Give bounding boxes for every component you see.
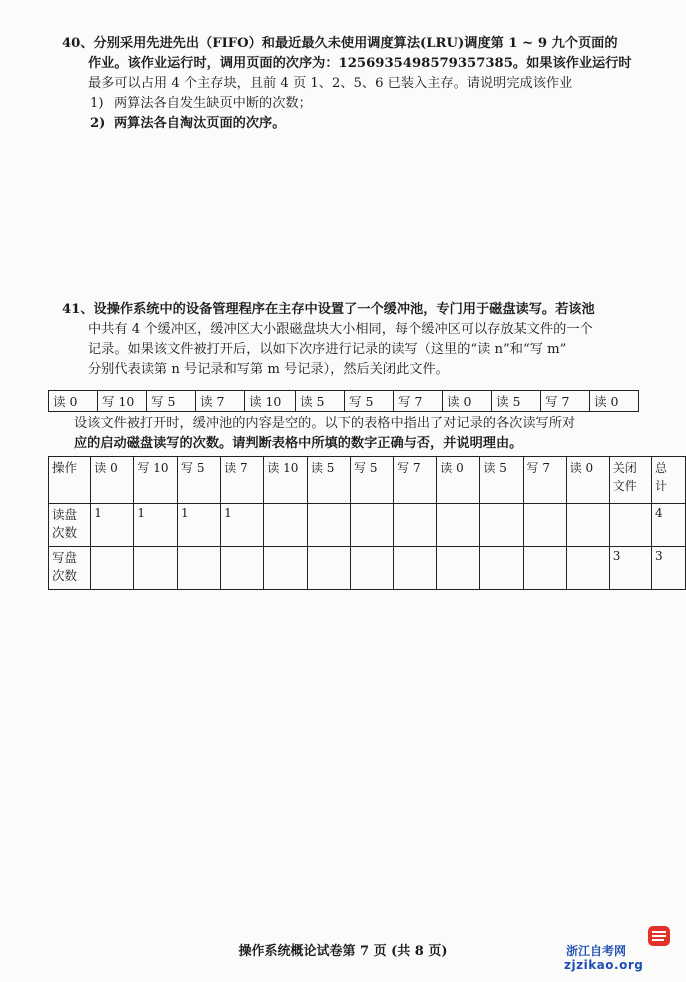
- header-cell-total: [651, 457, 685, 504]
- header-cell: 写 7: [394, 457, 437, 504]
- q41-line-2: 中共有 4 个缓冲区，缓冲区大小跟磁盘块大小相同，每个缓冲区可以存放某文件的一个: [88, 322, 593, 337]
- question-40: [62, 34, 662, 134]
- header-cell: 写 5: [351, 457, 394, 504]
- q41-after-line-1: 设该文件被打开时，缓冲池的内容是空的。以下的表格中指出了对记录的各次读写所对: [74, 416, 576, 431]
- q40-sub-1: [62, 94, 662, 114]
- seq-cell: 读 5: [492, 391, 541, 412]
- seq-cell: 写 5: [345, 391, 394, 412]
- row-label: [49, 504, 91, 547]
- q41-after-line-2: 应的启动磁盘读写的次数。请判断表格中所填的数字正确与否，并说明理由。: [74, 436, 523, 451]
- seq-cell: 写 7: [394, 391, 443, 412]
- q40-sub-2-text: 两算法各自淘汰页面的次序。: [114, 116, 286, 131]
- header-cell: 读 5: [307, 457, 350, 504]
- header-cell: 读 7: [221, 457, 264, 504]
- table-cell: [307, 504, 350, 547]
- row-label: [49, 547, 91, 590]
- disk-io-table: [48, 456, 686, 590]
- q41-line-3: 记录。如果该文件被打开后，以如下次序进行记录的读写（这里的“读 n”和“写 m”: [88, 342, 567, 357]
- question-41: [62, 300, 662, 380]
- table-cell: [480, 504, 523, 547]
- q41-line-1: 41、设操作系统中的设备管理程序在主存中设置了一个缓冲池，专门用于磁盘读写。若该池: [62, 302, 595, 317]
- table-cell: [394, 547, 437, 590]
- table-cell: 1: [221, 504, 264, 547]
- close-label-1: 关闭: [612, 461, 637, 475]
- table-cell: [437, 547, 480, 590]
- page-footer: 操作系统概论试卷第 7 页 (共 8 页): [238, 944, 448, 959]
- table-cell: [91, 547, 134, 590]
- table-cell: [307, 547, 350, 590]
- table-header-row: [49, 457, 686, 504]
- logo-text-cn: 浙江自考网: [566, 944, 627, 958]
- seq-cell: 读 0: [49, 391, 98, 412]
- table-cell: [566, 547, 609, 590]
- q40-sub-2-num: 2): [90, 116, 106, 131]
- total-label-1: 总: [654, 461, 667, 475]
- table-cell-total: 4: [651, 504, 685, 547]
- seq-cell: 写 7: [541, 391, 590, 412]
- row-label-2: 次数: [52, 568, 78, 583]
- close-label-2: 文件: [612, 479, 637, 493]
- table-cell: 1: [134, 504, 178, 547]
- table-cell: [178, 547, 221, 590]
- table-cell: [351, 547, 394, 590]
- logo-url: zjzikao.org: [564, 958, 644, 972]
- table-cell: [566, 504, 609, 547]
- header-cell: 读 0: [91, 457, 134, 504]
- q40-sub-1-text: 两算法各自发生缺页中断的次数；: [114, 96, 312, 111]
- table-cell-close: 3: [609, 547, 651, 590]
- q40-line-2: 作业。该作业运行时，调用页面的次序为：1256935498579357385。如果该作业运行时: [88, 56, 632, 71]
- table-cell: [437, 504, 480, 547]
- header-cell-op: 操作: [49, 457, 91, 504]
- table-cell: [394, 504, 437, 547]
- q40-line-3: 最多可以占用 4 个主存块，且前 4 页 1、2、5、6 已装入主存。请说明完成该作业: [88, 76, 573, 91]
- q40-sub-1-num: 1): [90, 96, 104, 111]
- table-cell: [523, 504, 566, 547]
- table-cell: [480, 547, 523, 590]
- row-label-2: 次数: [52, 525, 78, 540]
- q41-line-4: 分别代表读第 n 号记录和写第 m 号记录），然后关闭此文件。: [88, 362, 449, 377]
- table-cell-total: 3: [651, 547, 685, 590]
- table-cell: [264, 547, 308, 590]
- header-cell: 读 10: [264, 457, 308, 504]
- q41-after-text: [74, 414, 664, 454]
- header-cell: 写 5: [178, 457, 221, 504]
- access-sequence-table: [48, 390, 639, 412]
- seq-cell: 读 10: [245, 391, 296, 412]
- seq-cell: 读 0: [590, 391, 639, 412]
- table-cell-close: [609, 504, 651, 547]
- table-cell: 1: [91, 504, 134, 547]
- header-cell-close: [609, 457, 651, 504]
- table-row-read: [49, 504, 686, 547]
- table-cell: [351, 504, 394, 547]
- table-cell: [221, 547, 264, 590]
- seq-cell: 写 5: [147, 391, 196, 412]
- header-cell: 读 0: [437, 457, 480, 504]
- header-cell: 读 0: [566, 457, 609, 504]
- site-logo[interactable]: [566, 922, 676, 972]
- table-cell: [523, 547, 566, 590]
- header-cell: 读 5: [480, 457, 523, 504]
- table-cell: [134, 547, 178, 590]
- total-label-2: 计: [654, 479, 667, 493]
- seq-cell: 写 10: [98, 391, 147, 412]
- row-label-1: 读盘: [52, 507, 78, 522]
- table-row-write: [49, 547, 686, 590]
- seq-cell: 读 7: [196, 391, 245, 412]
- header-cell: 写 10: [134, 457, 178, 504]
- q40-line-1: 40、分别采用先进先出（FIFO）和最近最久未使用调度算法(LRU)调度第 1 ~ 9 九个页面的: [62, 36, 618, 51]
- seq-cell: 读 5: [296, 391, 345, 412]
- fist-icon: [644, 922, 674, 952]
- seq-cell: 读 0: [443, 391, 492, 412]
- table-cell: 1: [178, 504, 221, 547]
- row-label-1: 写盘: [52, 550, 78, 565]
- table-cell: [264, 504, 308, 547]
- q40-sub-2: [62, 114, 662, 134]
- header-cell: 写 7: [523, 457, 566, 504]
